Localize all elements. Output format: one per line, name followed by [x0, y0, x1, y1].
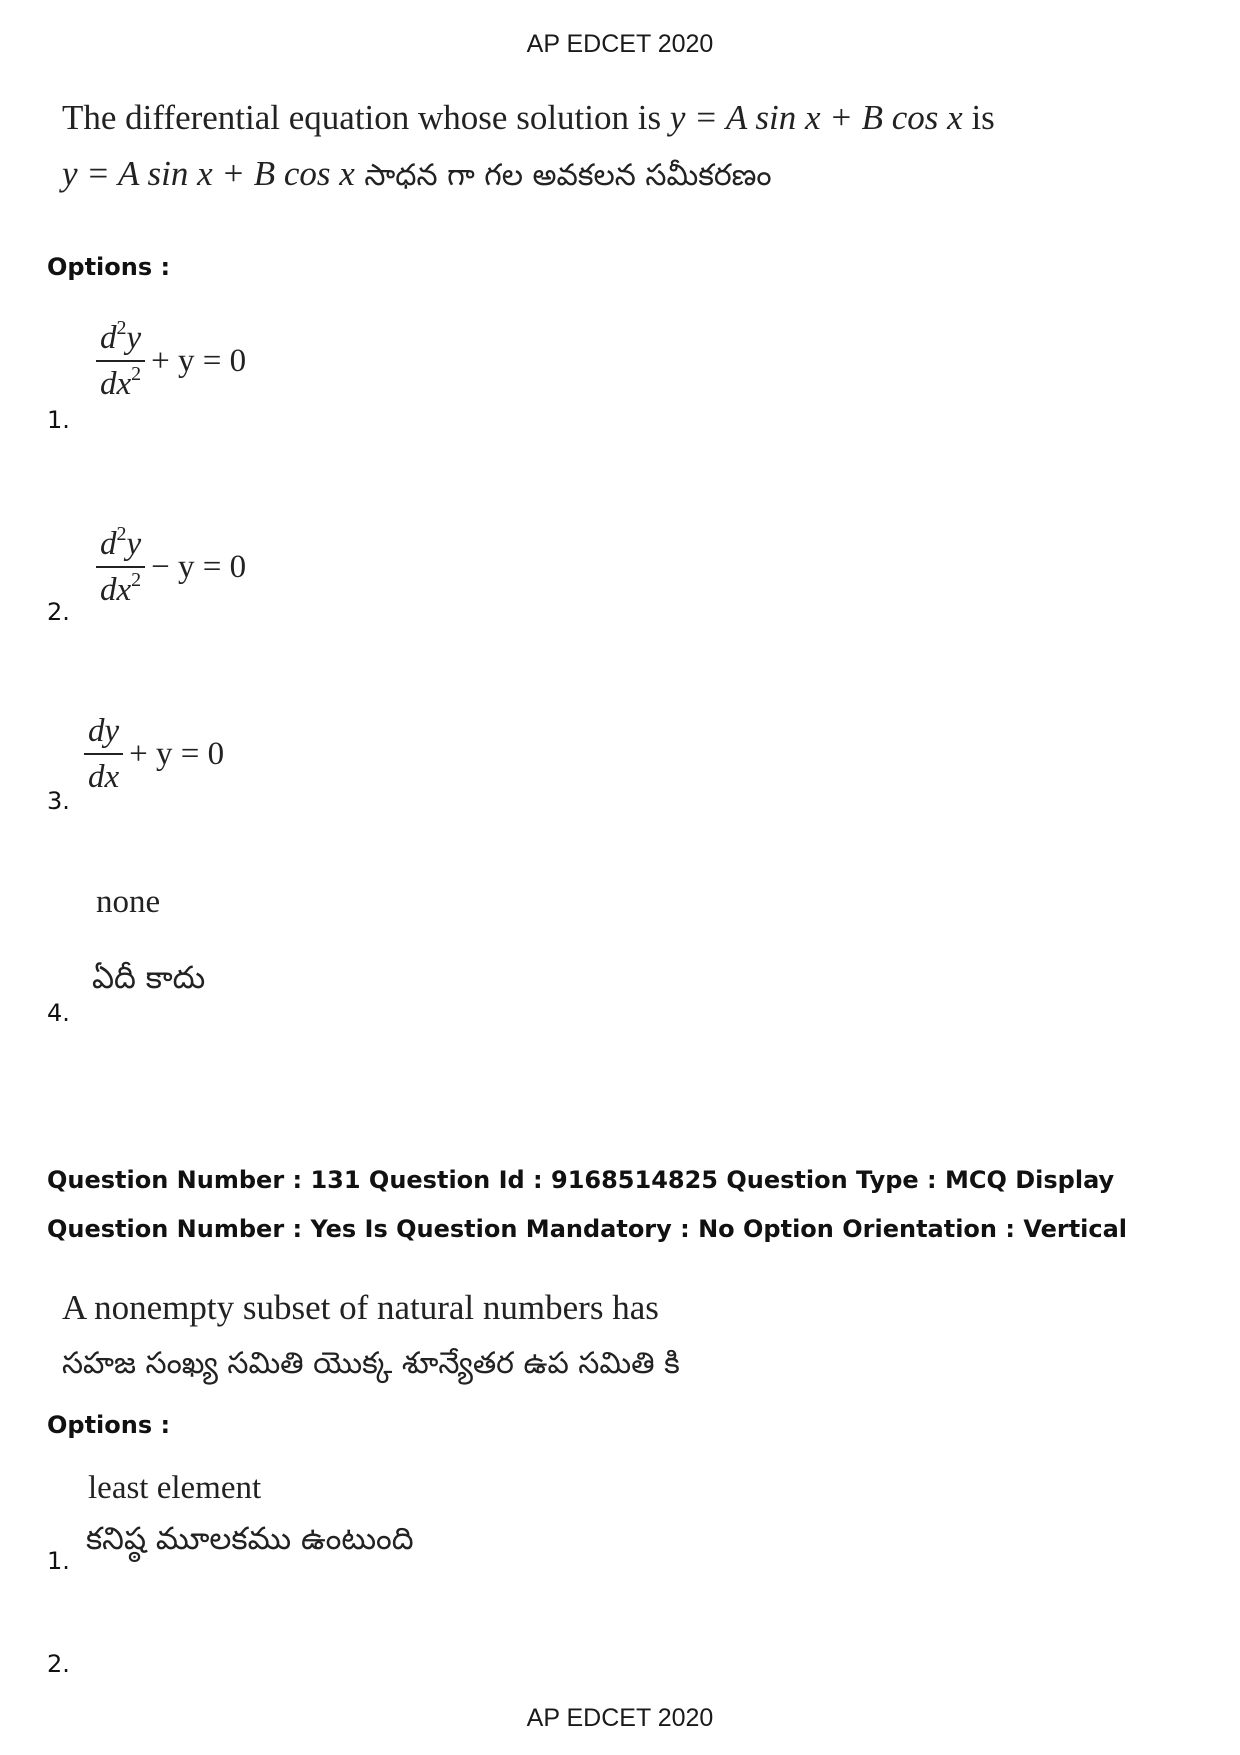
question-text-te: సహజ సంఖ్య సమితి యొక్క శూన్యేతర ఉప సమితి కి: [62, 1346, 680, 1381]
formula-rest: + y = 0: [129, 735, 225, 772]
question-text-en: A nonempty subset of natural numbers has: [62, 1288, 659, 1327]
option-2-number: 2.: [47, 598, 70, 626]
question-math-en: y = A sin x + B cos x: [669, 98, 963, 137]
option-4-text-te[interactable]: ఏదీ కాదు: [92, 960, 206, 996]
question-text-te: y = A sin x + B cos x సాధన గా గల అవకలన సమీకరణం: [62, 154, 772, 193]
question-text: [62, 90, 995, 204]
question-math-te: y = A sin x + B cos x: [62, 154, 355, 193]
option-1-text-te[interactable]: కనిష్ఠ మూలకము ఉంటుంది: [86, 1521, 414, 1557]
option-4-text-en[interactable]: none: [96, 884, 161, 920]
options-label: Options :: [47, 253, 171, 281]
option-2-formula[interactable]: [96, 524, 246, 610]
fraction: $\frac{d^2y}{dx^2}$: [96, 524, 145, 610]
formula-rest: + y = 0: [151, 342, 247, 379]
options-label: Options :: [47, 1411, 171, 1439]
option-3-formula[interactable]: [84, 711, 224, 797]
formula-rest: − y = 0: [151, 548, 247, 585]
option-4-number: 4.: [47, 999, 70, 1027]
option-1-number: 1.: [47, 406, 70, 434]
question-text: [62, 1280, 680, 1392]
page-header: AP EDCET 2020: [526, 30, 714, 58]
page-footer: AP EDCET 2020: [526, 1704, 714, 1732]
option-1-number: 1.: [47, 1547, 70, 1575]
question-meta: Question Number : 131 Question Id : 9168514825 Question Type : MCQ Display Question Number : Yes Is Question Mandatory : No Option Orientation : Vertical: [47, 1166, 1128, 1243]
option-2-number: 2.: [47, 1650, 70, 1678]
question-text-en: The differential equation whose solution is y = A sin x + B cos x is: [62, 98, 995, 137]
option-3-number: 3.: [47, 787, 70, 815]
fraction: $\frac{dy}{dx}$: [84, 711, 123, 797]
fraction: $\frac{d^2y}{dx^2}$: [96, 318, 145, 404]
option-1-text-en[interactable]: least element: [88, 1470, 262, 1506]
option-1-formula[interactable]: [96, 318, 246, 404]
